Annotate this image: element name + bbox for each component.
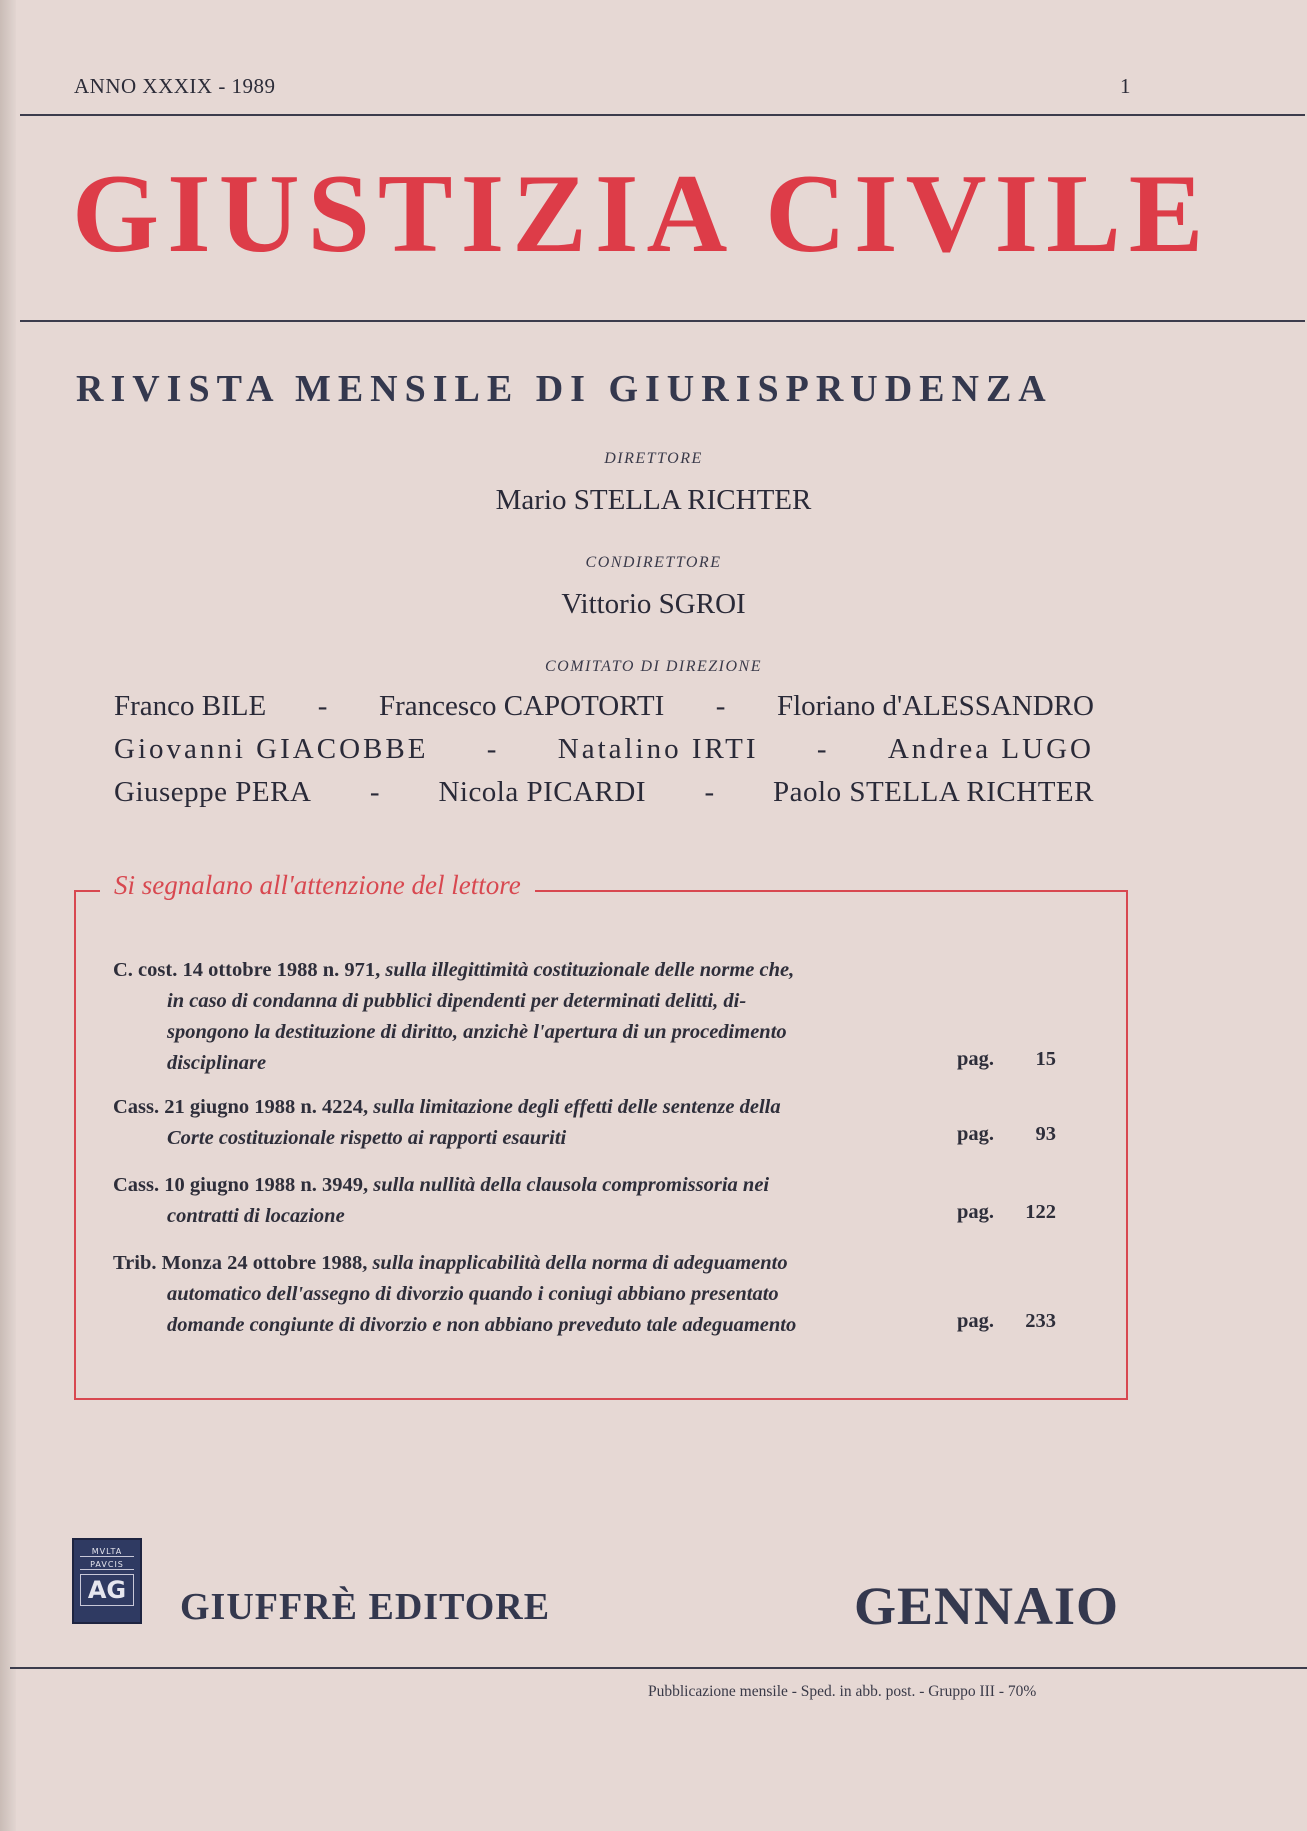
journal-subtitle: RIVISTA MENSILE DI GIURISPRUDENZA xyxy=(76,368,1053,410)
entry-citation: Cass. 10 giugno 1988 n. 3949, xyxy=(113,1174,369,1196)
highlight-entry xyxy=(113,1248,1063,1341)
highlight-entry xyxy=(113,955,1063,1079)
logo-motto-1: MVLTA xyxy=(80,1547,134,1557)
committee-member: Floriano d'ALESSANDRO xyxy=(776,690,1094,722)
committee-row-3 xyxy=(114,776,1094,809)
entry-line: domande congiunte di divorzio e non abbiano preveduto tale adeguamento xyxy=(167,1314,797,1336)
entry-citation: Cass. 21 giugno 1988 n. 4224, xyxy=(113,1096,369,1118)
entry-line: contratti di locazione xyxy=(167,1205,345,1227)
committee-member: Nicola PICARDI xyxy=(438,776,647,808)
pag-label: pag. xyxy=(957,1201,995,1223)
bottom-rule xyxy=(10,1667,1307,1669)
committee-label: COMITATO DI DIREZIONE xyxy=(545,658,762,675)
entry-line: automatico dell'assegno di divorzio quando i coniugi abbiano presentato xyxy=(167,1283,779,1305)
committee-member: Andrea LUGO xyxy=(887,733,1094,765)
entry-page-ref xyxy=(957,1201,1056,1224)
committee-separator: - xyxy=(369,776,381,808)
issue-month: GENNAIO xyxy=(854,1576,1120,1636)
journal-title: GIUSTIZIA CIVILE xyxy=(72,152,1212,276)
entry-line: sulla illegittimità costituzionale delle norme che, xyxy=(385,959,795,981)
entry-page-ref xyxy=(957,1048,1056,1071)
committee-member: Paolo STELLA RICHTER xyxy=(773,776,1094,808)
committee-separator: - xyxy=(816,733,830,765)
entry-line: sulla limitazione degli effetti delle sentenze della xyxy=(373,1096,781,1118)
entry-line: spongono la destituzione di diritto, anzichè l'apertura di un procedimento xyxy=(167,1021,787,1043)
top-rule xyxy=(20,114,1305,116)
entry-page-ref xyxy=(957,1310,1056,1333)
publisher-logo xyxy=(72,1538,142,1624)
logo-initials: AG xyxy=(80,1574,134,1606)
committee-member: Francesco CAPOTORTI xyxy=(378,690,665,722)
committee-separator: - xyxy=(715,690,726,722)
volume-year: ANNO XXXIX - 1989 xyxy=(74,74,276,98)
committee-separator: - xyxy=(317,690,328,722)
entry-line: in caso di condanna di pubblici dipendenti per determinati delitti, di- xyxy=(167,990,747,1012)
committee-member: Giuseppe PERA xyxy=(114,776,312,808)
director-label: DIRETTORE xyxy=(604,450,703,467)
page-number: 233 xyxy=(1025,1310,1057,1332)
entry-line: sulla inapplicabilità della norma di adeguamento xyxy=(372,1252,788,1274)
entry-citation: Trib. Monza 24 ottobre 1988, xyxy=(113,1252,368,1274)
committee-separator: - xyxy=(704,776,715,808)
committee-row-1 xyxy=(114,690,1094,723)
issue-number: 1 xyxy=(1120,74,1131,98)
highlights-heading: Si segnalano all'attenzione del lettore xyxy=(100,870,535,901)
entry-citation: C. cost. 14 ottobre 1988 n. 971, xyxy=(113,959,381,981)
committee-row-2 xyxy=(114,733,1094,766)
committee-member: Natalino IRTI xyxy=(557,733,759,765)
committee-separator: - xyxy=(486,733,500,765)
codirector-name: Vittorio SGROI xyxy=(561,588,746,620)
pag-label: pag. xyxy=(957,1048,995,1070)
entry-line: Corte costituzionale rispetto ai rapporti esauriti xyxy=(167,1127,567,1149)
page-number: 15 xyxy=(1035,1048,1057,1070)
page-edge xyxy=(0,0,16,1831)
entry-line: disciplinare xyxy=(167,1052,267,1074)
page-number: 93 xyxy=(1035,1123,1057,1145)
publisher-name: GIUFFRÈ EDITORE xyxy=(180,1586,551,1628)
committee-member: Franco BILE xyxy=(114,690,267,722)
highlight-entry xyxy=(113,1092,1063,1154)
highlight-entry xyxy=(113,1170,1063,1232)
committee-member: Giovanni GIACOBBE xyxy=(114,733,429,765)
logo-motto-2: PAVCIS xyxy=(80,1560,134,1570)
entry-line: sulla nullità della clausola compromissoria nei xyxy=(373,1174,770,1196)
codirector-label: CONDIRETTORE xyxy=(585,554,722,571)
pag-label: pag. xyxy=(957,1310,995,1332)
pag-label: pag. xyxy=(957,1123,995,1145)
director-name: Mario STELLA RICHTER xyxy=(495,484,812,516)
entry-page-ref xyxy=(957,1123,1056,1146)
page-number: 122 xyxy=(1025,1201,1057,1223)
postal-note: Pubblicazione mensile - Sped. in abb. post. - Gruppo III - 70% xyxy=(648,1683,1037,1700)
title-rule xyxy=(20,320,1305,322)
